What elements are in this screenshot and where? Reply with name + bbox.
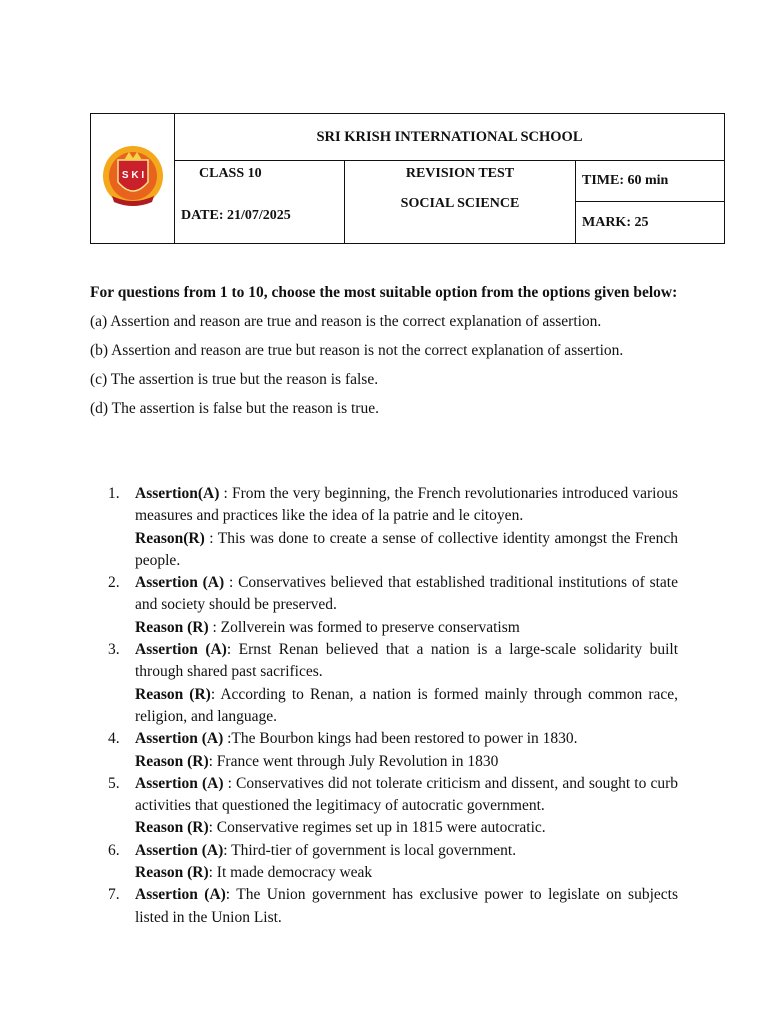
question-item — [108, 639, 678, 728]
reason-label: Reason (R) — [135, 685, 211, 703]
header-table — [90, 113, 725, 244]
question-number: 3. — [108, 641, 120, 659]
reason — [135, 751, 678, 773]
reason-label: Reason (R) — [135, 819, 209, 837]
assertion — [135, 483, 678, 528]
assertion-label: Assertion (A) — [135, 730, 224, 748]
question-number: 5. — [108, 774, 120, 792]
assertion-text: : From the very beginning, the French revolutionaries introduced various measures and practices like the idea of la patrie and le citoyen. — [135, 485, 678, 525]
school-name: SRI KRISH INTERNATIONAL SCHOOL — [175, 114, 725, 161]
assertion-label: Assertion (A) — [135, 574, 225, 592]
instructions-lead: For questions from 1 to 10, choose the most suitable option from the options given below: — [90, 284, 678, 301]
assertion-label: Assertion (A) — [135, 774, 224, 792]
assertion-label: Assertion(A) — [135, 485, 220, 502]
reason-text: : This was done to create a sense of collective identity amongst the French people. — [135, 529, 678, 569]
date-label: DATE: 21/07/2025 — [181, 208, 291, 223]
reason-label: Reason (R) — [135, 864, 209, 882]
assertion-label: Assertion (A) — [135, 841, 224, 859]
test-subject-cell — [345, 161, 576, 244]
question-item — [108, 728, 678, 773]
logo-cell — [91, 114, 175, 244]
reason-text: : According to Renan, a nation is formed mainly through common race, religion, and language. — [135, 685, 678, 725]
question-number: 2. — [108, 574, 120, 592]
assertion — [135, 773, 678, 818]
question-item — [108, 840, 678, 885]
question-item — [108, 572, 678, 639]
time-label: TIME: 60 min — [576, 161, 725, 202]
reason-text: : Zollverein was formed to preserve conservatism — [208, 618, 520, 636]
mark-label: MARK: 25 — [576, 202, 725, 244]
assertion-text: : The Union government has exclusive power to legislate on subjects listed in the Union List. — [135, 886, 678, 926]
reason — [135, 817, 678, 839]
subject-label: SOCIAL SCIENCE — [400, 196, 520, 211]
logo-text: S K I — [121, 170, 144, 181]
assertion-label: Assertion (A) — [135, 886, 226, 904]
assertion — [135, 572, 678, 617]
instructions — [90, 278, 678, 423]
assertion — [135, 884, 678, 929]
reason — [135, 617, 678, 639]
option-b: (b) Assertion and reason are true but reason is not the correct explanation of assertion. — [90, 342, 624, 359]
question-number: 4. — [108, 730, 120, 748]
test-label: REVISION TEST — [405, 166, 515, 181]
question-item — [108, 483, 678, 572]
assertion-label: Assertion (A) — [135, 641, 227, 659]
reason-label: Reason(R) — [135, 529, 205, 547]
reason — [135, 528, 678, 573]
question-number: 7. — [108, 886, 120, 904]
class-date-cell — [175, 161, 345, 244]
assertion-text: :The Bourbon kings had been restored to power in 1830. — [223, 730, 578, 748]
school-logo-icon — [102, 134, 164, 218]
reason-label: Reason (R) — [135, 752, 209, 770]
question-number: 1. — [108, 485, 120, 502]
reason — [135, 862, 678, 884]
reason — [135, 684, 678, 729]
assertion — [135, 639, 678, 684]
reason-label: Reason (R) — [135, 618, 209, 636]
question-list — [108, 483, 678, 929]
question-item — [108, 884, 678, 929]
reason-text: : Conservative regimes set up in 1815 were autocratic. — [208, 819, 546, 837]
assertion — [135, 840, 678, 862]
question-item — [108, 773, 678, 840]
assertion-text: : Conservatives believed that established traditional institutions of state and society should be preserved. — [135, 574, 678, 614]
option-d: (d) The assertion is false but the reason is true. — [90, 400, 379, 417]
assertion-text: : Conservatives did not tolerate criticism and dissent, and sought to curb activities that questioned the legitimacy of autocratic government. — [135, 774, 678, 815]
class-label: CLASS 10 — [199, 166, 262, 181]
option-c: (c) The assertion is true but the reason is false. — [90, 371, 379, 388]
assertion — [135, 728, 678, 750]
assertion-text: : Ernst Renan believed that a nation is a large-scale solidarity built through shared past sacrifices. — [135, 641, 678, 681]
question-number: 6. — [108, 841, 120, 859]
assertion-text: : Third-tier of government is local government. — [223, 841, 517, 859]
reason-text: : It made democracy weak — [208, 864, 373, 882]
reason-text: : France went through July Revolution in 1830 — [208, 752, 499, 770]
option-a: (a) Assertion and reason are true and reason is the correct explanation of assertion. — [90, 313, 602, 330]
